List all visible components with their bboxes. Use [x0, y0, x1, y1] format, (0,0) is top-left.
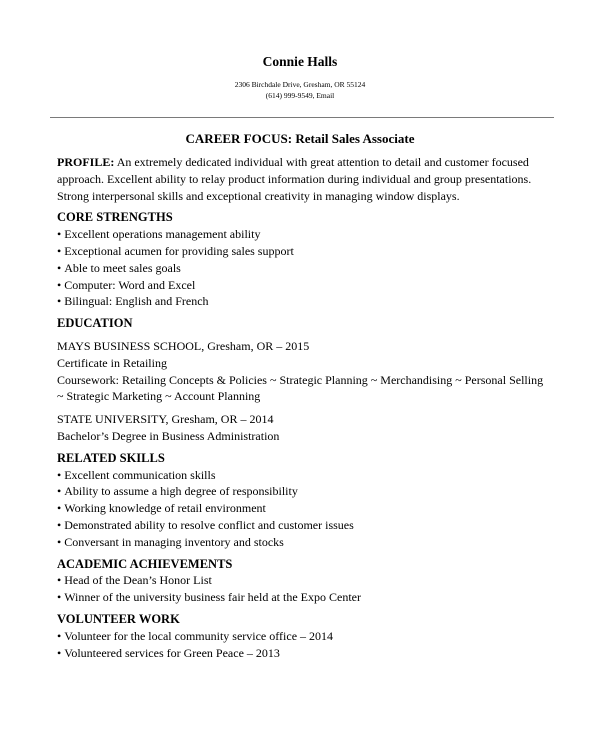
profile-text: An extremely dedicated individual with great attention to detail and customer focused approach. Excellent ability to relay product information during individual and group presentations. Strong interpersonal skills and exceptional creativity in managing window displays.: [57, 155, 532, 203]
core-strengths-heading: CORE STRENGTHS: [57, 210, 173, 225]
education-entry: [57, 338, 552, 405]
list-item: • Exceptional acumen for providing sales support: [57, 243, 552, 260]
list-item: • Head of the Dean’s Honor List: [57, 572, 552, 589]
resume-body: [57, 154, 552, 661]
list-item: • Volunteer for the local community service office – 2014: [57, 628, 552, 645]
degree-line: Bachelor’s Degree in Business Administration: [57, 428, 280, 443]
school-line: MAYS BUSINESS SCHOOL, Gresham, OR – 2015: [57, 338, 310, 353]
list-item: • Bilingual: English and French: [57, 293, 552, 310]
profile-paragraph: [57, 154, 552, 204]
header-divider: [50, 117, 554, 118]
list-item: • Excellent operations management ability: [57, 226, 552, 243]
related-skills-heading: RELATED SKILLS: [57, 450, 165, 465]
list-item: • Able to meet sales goals: [57, 260, 552, 277]
list-item: • Volunteered services for Green Peace – 2013: [57, 645, 552, 662]
related-skills-list: [57, 467, 552, 551]
career-focus: CAREER FOCUS: Retail Sales Associate: [185, 131, 415, 146]
academic-achievements-heading: ACADEMIC ACHIEVEMENTS: [57, 556, 233, 571]
list-item: • Working knowledge of retail environment: [57, 500, 552, 517]
academic-achievements-list: [57, 572, 552, 606]
list-item: • Demonstrated ability to resolve conflict and customer issues: [57, 517, 552, 534]
list-item: • Winner of the university business fair held at the Expo Center: [57, 589, 552, 606]
school-line: STATE UNIVERSITY, Gresham, OR – 2014: [57, 412, 274, 427]
candidate-name: Connie Halls: [262, 54, 338, 69]
degree-line: Certificate in Retailing: [57, 355, 167, 370]
address-line: 2306 Birchdale Drive, Gresham, OR 55124: [234, 80, 366, 89]
education-heading: EDUCATION: [57, 316, 133, 331]
list-item: • Ability to assume a high degree of responsibility: [57, 483, 552, 500]
contact-line: (614) 999-9549, Email: [265, 91, 335, 100]
volunteer-work-list: [57, 628, 552, 662]
volunteer-work-heading: VOLUNTEER WORK: [57, 611, 180, 626]
coursework-line: Coursework: Retailing Concepts & Policies ~ Strategic Planning ~ Merchandising ~ Personal Selling ~ Strategic Marketing ~ Account Planning: [57, 372, 544, 404]
education-entry: [57, 411, 552, 445]
core-strengths-list: [57, 226, 552, 310]
list-item: • Excellent communication skills: [57, 467, 552, 484]
list-item: • Computer: Word and Excel: [57, 277, 552, 294]
profile-label: PROFILE:: [57, 155, 115, 169]
list-item: • Conversant in managing inventory and stocks: [57, 534, 552, 551]
